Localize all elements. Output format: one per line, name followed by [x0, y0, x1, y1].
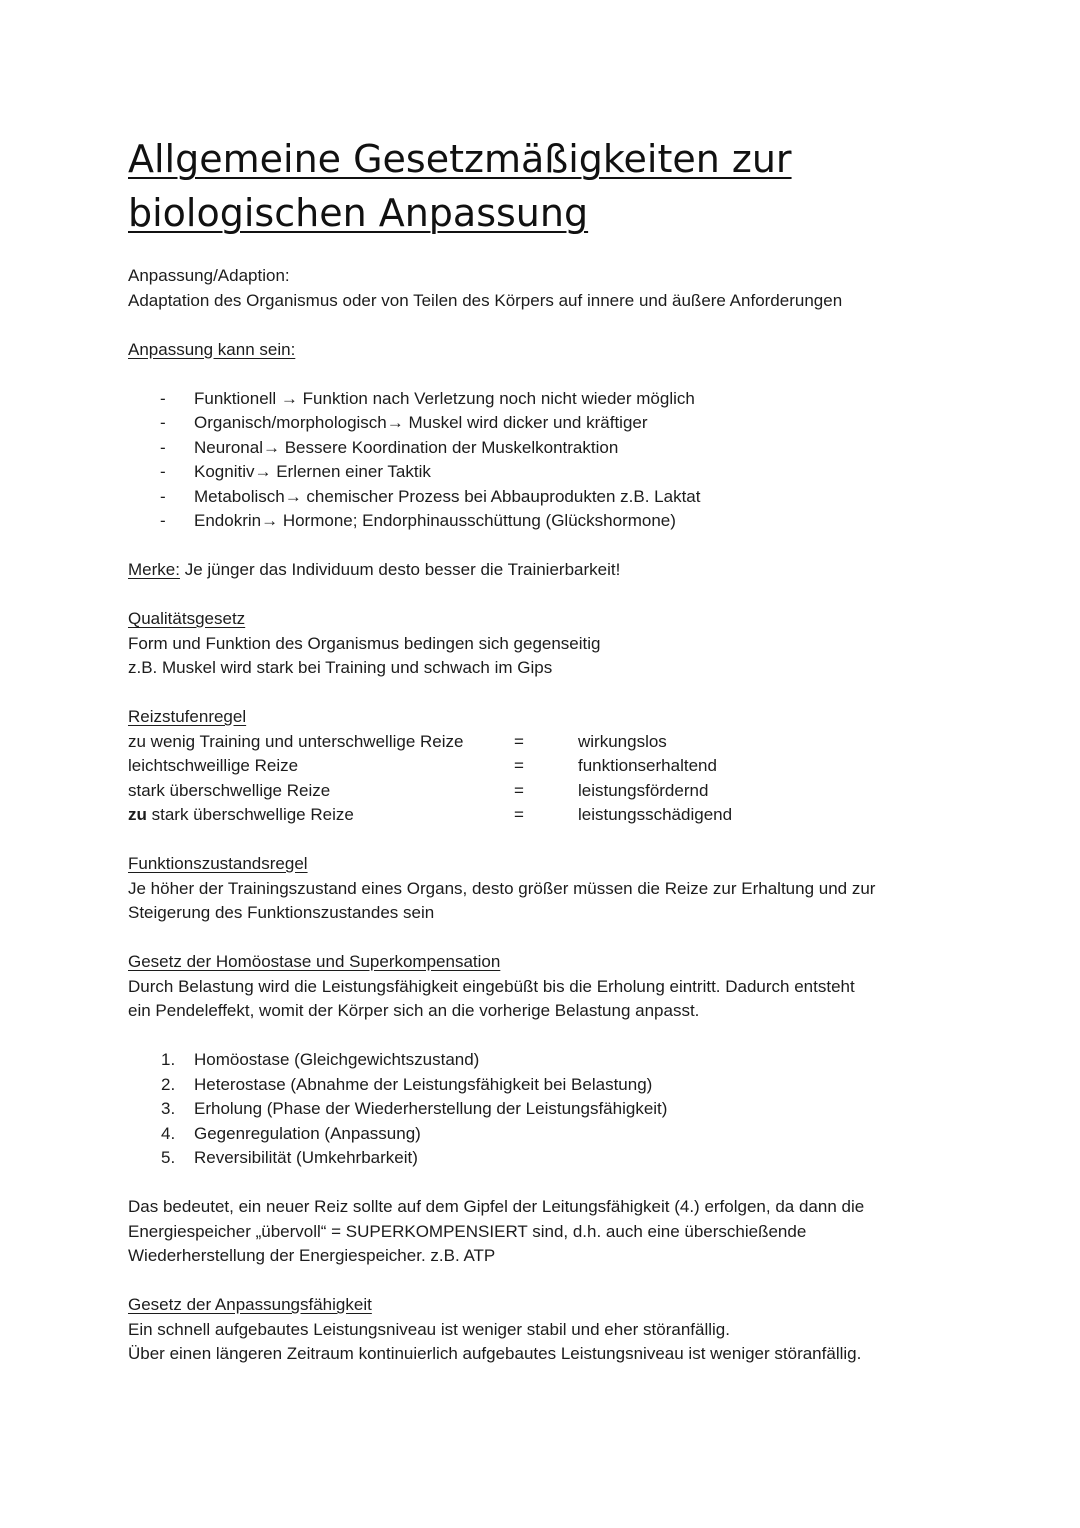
list-item: 3. Erholung (Phase der Wiederherstellung der Leistungsfähigkeit) [161, 1099, 668, 1118]
meaning-line-2: Energiespeicher „übervoll“ = SUPERKOMPENSIERT sind, d.h. auch eine überschießende [128, 1221, 807, 1241]
adaptability-line-2: Über einen längeren Zeitraum kontinuierlich aufgebautes Leistungsniveau ist weniger störanfällig. [128, 1344, 862, 1363]
stimulus-cell: leichtschweillige Reize [128, 756, 299, 775]
list-item: 4. Gegenregulation (Anpassung) [161, 1123, 421, 1143]
list-item: - Funktionell → Funktion nach Verletzung noch nicht wieder möglich [160, 388, 695, 408]
merke-note [128, 558, 948, 583]
adaptation-definition: Adaptation des Organismus oder von Teilen des Körpers auf innere und äußere Anforderungen [128, 290, 843, 310]
types-heading: Anpassung kann sein: [128, 339, 296, 359]
equals-sign: = [514, 731, 524, 751]
adaptability-heading: Gesetz der Anpassungsfähigkeit [128, 1295, 372, 1314]
meaning-line-1: Das bedeutet, ein neuer Reiz sollte auf dem Gipfel der Leitungsfähigkeit (4.) erfolgen, da dann die [128, 1197, 865, 1216]
list-item: - Kognitiv→ Erlernen einer Taktik [160, 462, 431, 481]
list-item: - Metabolisch→ chemischer Prozess bei Abbauprodukten z.B. Laktat [160, 486, 701, 506]
adaptation-label: Anpassung/Adaption: [128, 266, 290, 285]
phases-list [128, 1048, 948, 1171]
list-item: 5. Reversibilität (Umkehrbarkeit) [161, 1148, 418, 1167]
quality-line-1: Form und Funktion des Organismus bedingen sich gegenseitig [128, 633, 601, 653]
merke-label: Merke: [128, 560, 180, 579]
stimulus-heading: Reizstufenregel [128, 707, 247, 726]
adaptation-types-list [128, 387, 948, 534]
function-state-line-2: Steigerung des Funktionszustandes sein [128, 903, 435, 922]
function-state-line-1: Je höher der Trainingszustand eines Organs, desto größer müssen die Reize zur Erhaltung und zur [128, 878, 876, 898]
page-title [128, 132, 948, 240]
homeostasis-line-1: Durch Belastung wird die Leistungsfähigkeit eingebüßt bis die Erholung eintritt. Dadurch entsteht [128, 976, 855, 996]
stimulus-table [128, 730, 948, 828]
equals-sign: = [514, 780, 524, 800]
stimulus-cell: stark überschwellige Reize [128, 780, 331, 800]
equals-sign: = [514, 805, 524, 824]
document-page [128, 132, 948, 1367]
adaptability-line-1: Ein schnell aufgebautes Leistungsniveau ist weniger stabil und eher störanfällig. [128, 1319, 730, 1339]
title-line-1: Allgemeine Gesetzmäßigkeiten zur [128, 137, 792, 181]
homeostasis-heading: Gesetz der Homöostase und Superkompensation [128, 952, 501, 971]
function-state-heading: Funktionszustandsregel [128, 854, 308, 873]
meaning-line-3: Wiederherstellung der Energiespeicher. z.B. ATP [128, 1246, 496, 1265]
title-line-2: biologischen Anpassung [128, 191, 589, 235]
quality-heading: Qualitätsgesetz [128, 609, 246, 628]
list-item: 1. Homöostase (Gleichgewichtszustand) [161, 1050, 480, 1069]
list-item: - Endokrin→ Hormone; Endorphinausschüttung (Glückshormone) [160, 511, 676, 530]
effect-cell: funktionserhaltend [578, 756, 717, 775]
quality-line-2: z.B. Muskel wird stark bei Training und schwach im Gips [128, 658, 553, 677]
merke-text: Je jünger das Individuum desto besser die Trainierbarkeit! [179, 560, 621, 579]
list-item: - Organisch/morphologisch→ Muskel wird dicker und kräftiger [160, 413, 648, 432]
stimulus-cell: zu stark überschwellige Reize [128, 805, 354, 824]
list-item: 2. Heterostase (Abnahme der Leistungsfähigkeit bei Belastung) [161, 1074, 653, 1094]
equals-sign: = [514, 756, 524, 775]
effect-cell: leistungsschädigend [578, 805, 733, 824]
effect-cell: wirkungslos [578, 731, 667, 751]
effect-cell: leistungsfördernd [578, 780, 709, 800]
homeostasis-line-2: ein Pendeleffekt, womit der Körper sich an die vorherige Belastung anpasst. [128, 1001, 700, 1020]
list-item: - Neuronal→ Bessere Koordination der Muskelkontraktion [160, 437, 619, 457]
stimulus-cell: zu wenig Training und unterschwellige Reize [128, 731, 464, 751]
